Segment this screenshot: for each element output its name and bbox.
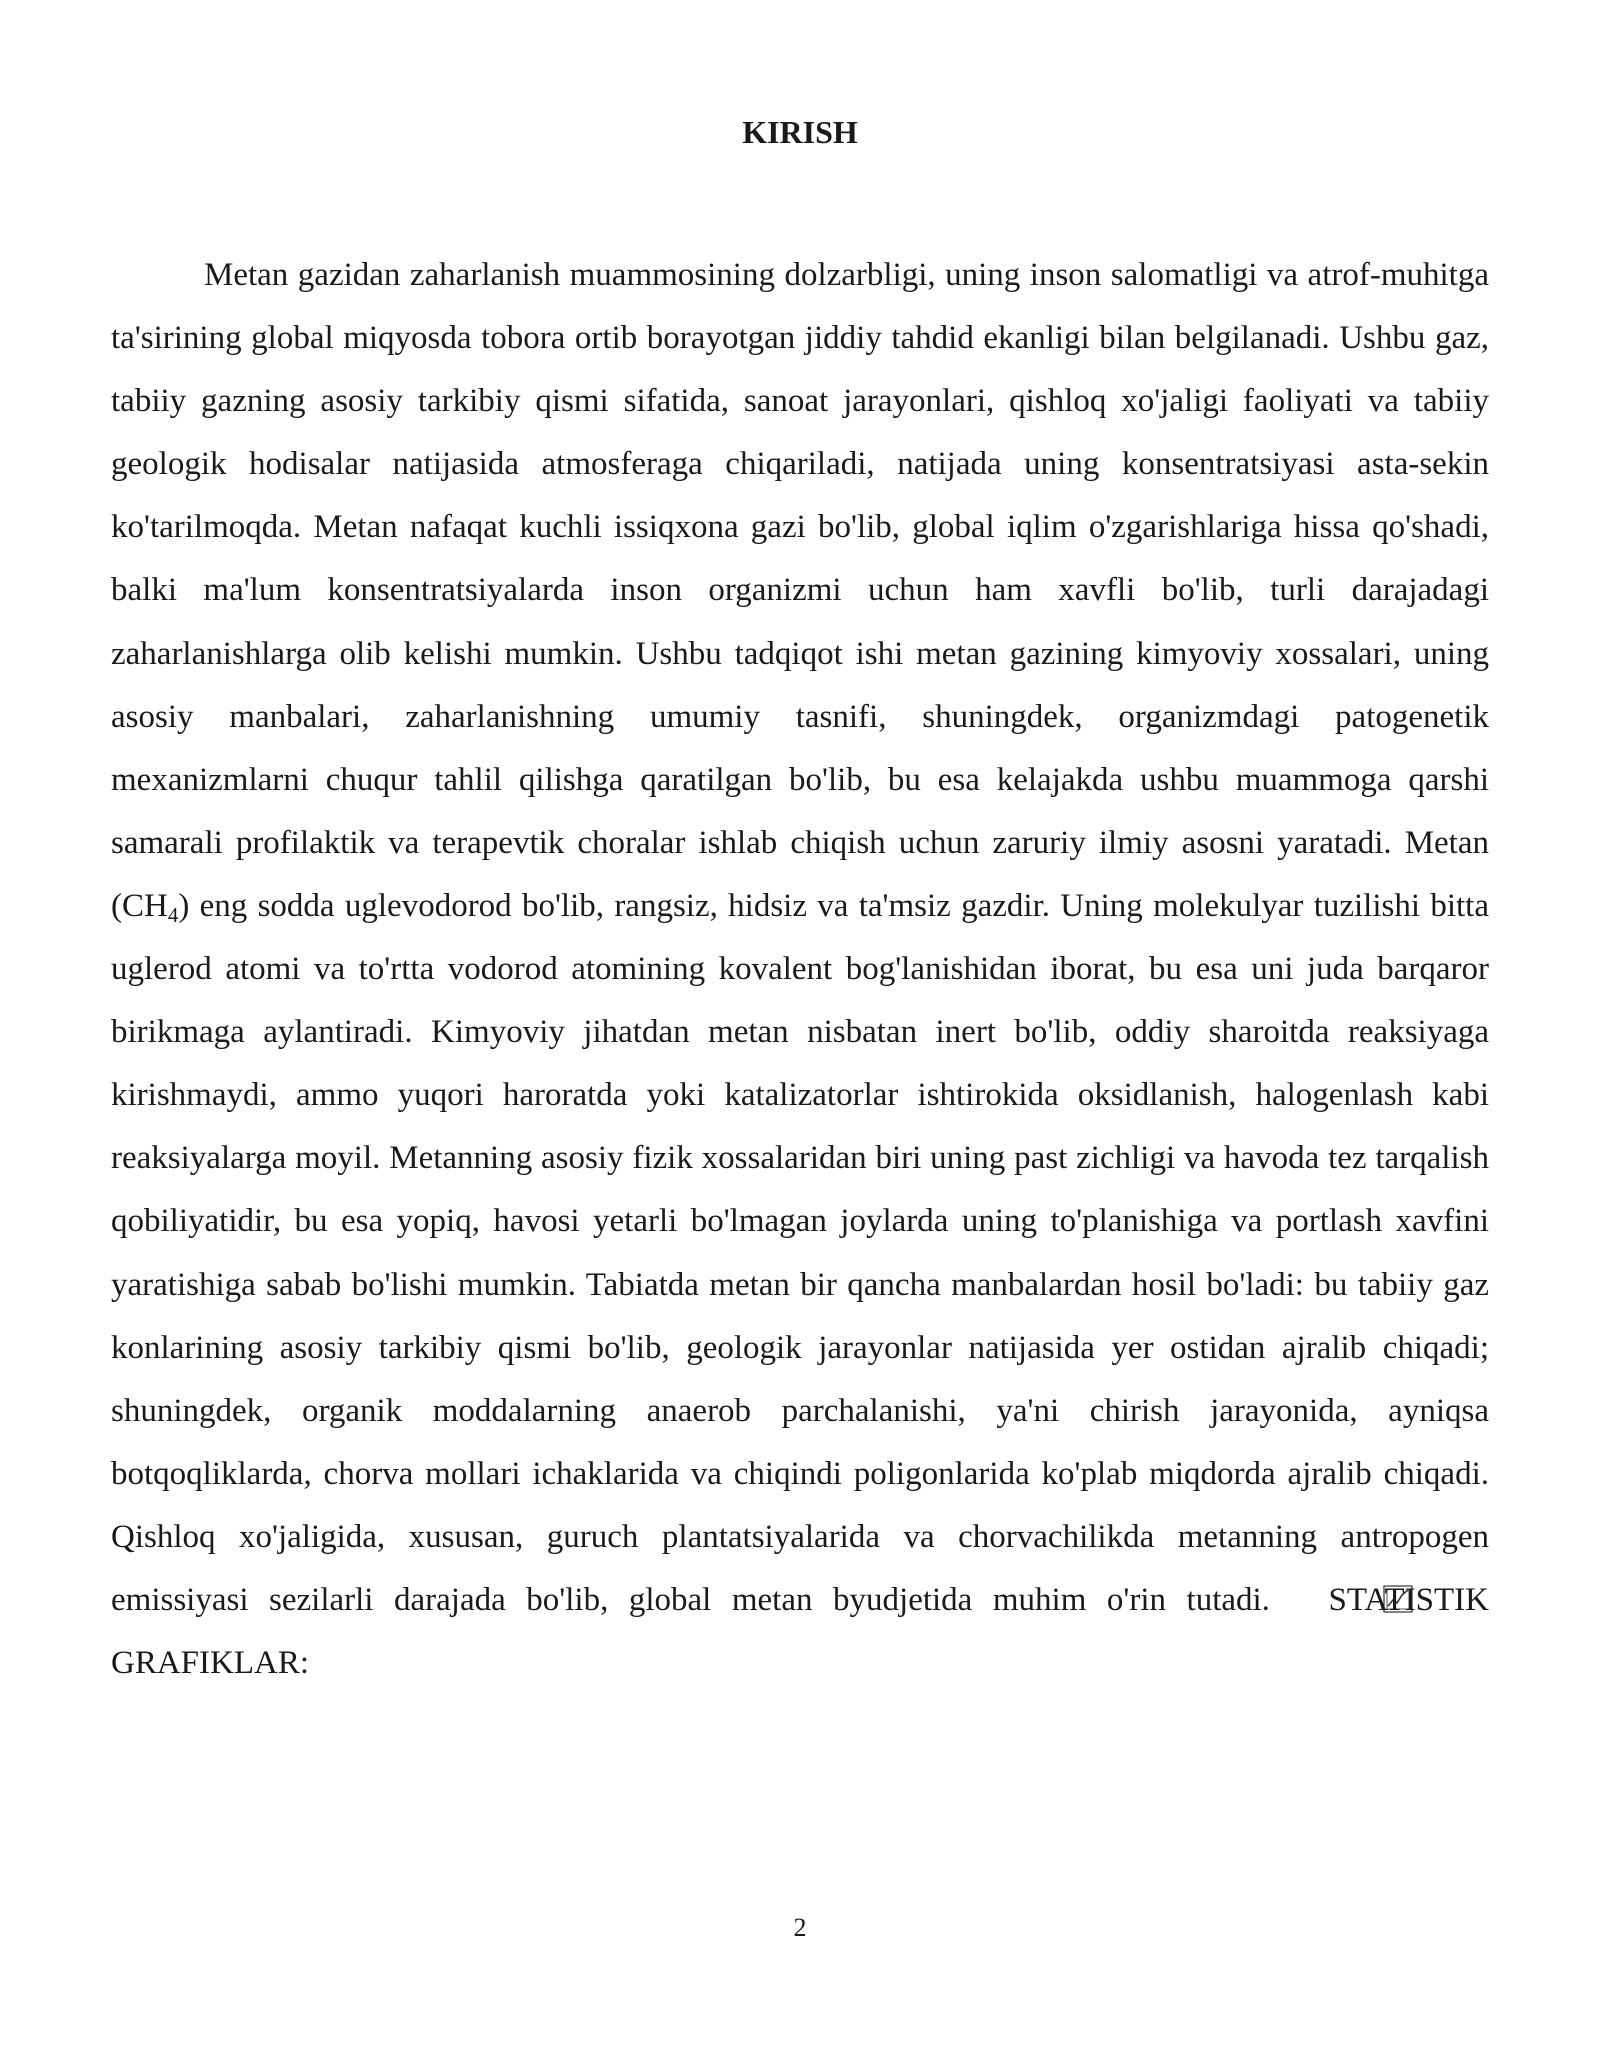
paragraph-text-after-formula: ) eng sodda uglevodorod bo'lib, rangsiz, hidsiz va ta'msiz gazdir. Uning molekulyar tuzilishi bitta uglerod atomi va to'rtta vodorod atomining kovalent bog'lanishidan iborat, bu esa uni juda barqaror birikmaga aylantiradi. Kimyoviy jihatdan metan nisbatan inert bo'lib, oddiy sharoitda reaksiyaga kirishmaydi, ammo yuqori haroratda yoki katalizatorlar ishtirokida oksidlanish, halogenlash kabi reaksiyalarga moyil. Metanning asosiy fizik xossalaridan biri uning past zichligi va havoda tez tarqalish qobiliyatidir, bu esa yopiq, havosi yetarli bo'lmagan joylarda uning to'planishiga va portlash xavfini yaratishiga sabab bo'lishi mumkin. Tabiatda metan bir qancha manbalardan hosil bo'ladi: bu tabiiy gaz konlarining asosiy tarkibiy qismi bo'lib, geologik jarayonlar natijasida yer ostidan ajralib chiqadi; shuningdek, organik moddalarning anaerob parchalanishi, ya'ni chirish jarayonida, ayniqsa botqoqliklarda, chorva mollari ichaklarida va chiqindi poligonlarida ko'plab miqdorda ajralib chiqadi. Qishloq xo'jaligida, xususan, guruch plantatsiyalarida va chorvachilikda metanning antropogen emissiyasi sezilarli darajada bo'lib, global metan byudjetida muhim o'rin tutadi.	[111, 887, 1489, 1618]
statistik-grafiklar-label: STATISTIK GRAFIKLAR:	[111, 1581, 1489, 1682]
page-number: 2	[793, 1913, 807, 1942]
chart-increasing-icon	[1290, 1572, 1320, 1600]
paragraph-text-before-formula: Metan gazidan zaharlanish muammosining dolzarbligi, uning inson salomatligi va atrof-muhitga ta'sirining global miqyosda tobora ortib borayotgan jiddiy tahdid ekanligi bilan belgilanadi. Ushbu gaz, tabiiy gazning asosiy tarkibiy qismi sifatida, sanoat jarayonlari, qishloq xo'jaligi faoliyati va tabiiy geologik hodisalar natijasida atmosferaga chiqariladi, natijada uning konsentratsiyasi asta-sekin ko'tarilmoqda. Metan nafaqat kuchli issiqxona gazi bo'lib, global iqlim o'zgarishlariga hissa qo'shadi, balki ma'lum konsentratsiyalarda inson organizmi uchun ham xavfli bo'lib, turli darajadagi zaharlanishlarga olib kelishi mumkin. Ushbu tadqiqot ishi metan gazining kimyoviy xossalari, uning asosiy manbalari, zaharlanishning umumiy tasnifi, shuningdek, organizmdagi patogenetik mexanizmlarni chuqur tahlil qilishga qaratilgan bo'lib, bu esa kelajakda ushbu muammoga qarshi samarali profilaktik va terapevtik choralar ishlab chiqish uchun zaruriy ilmiy asosni yaratadi. Metan (CH	[111, 257, 1489, 924]
formula-subscript: 4	[167, 902, 179, 927]
page-title: KIRISH	[742, 114, 858, 150]
body-paragraph	[111, 244, 1489, 1695]
